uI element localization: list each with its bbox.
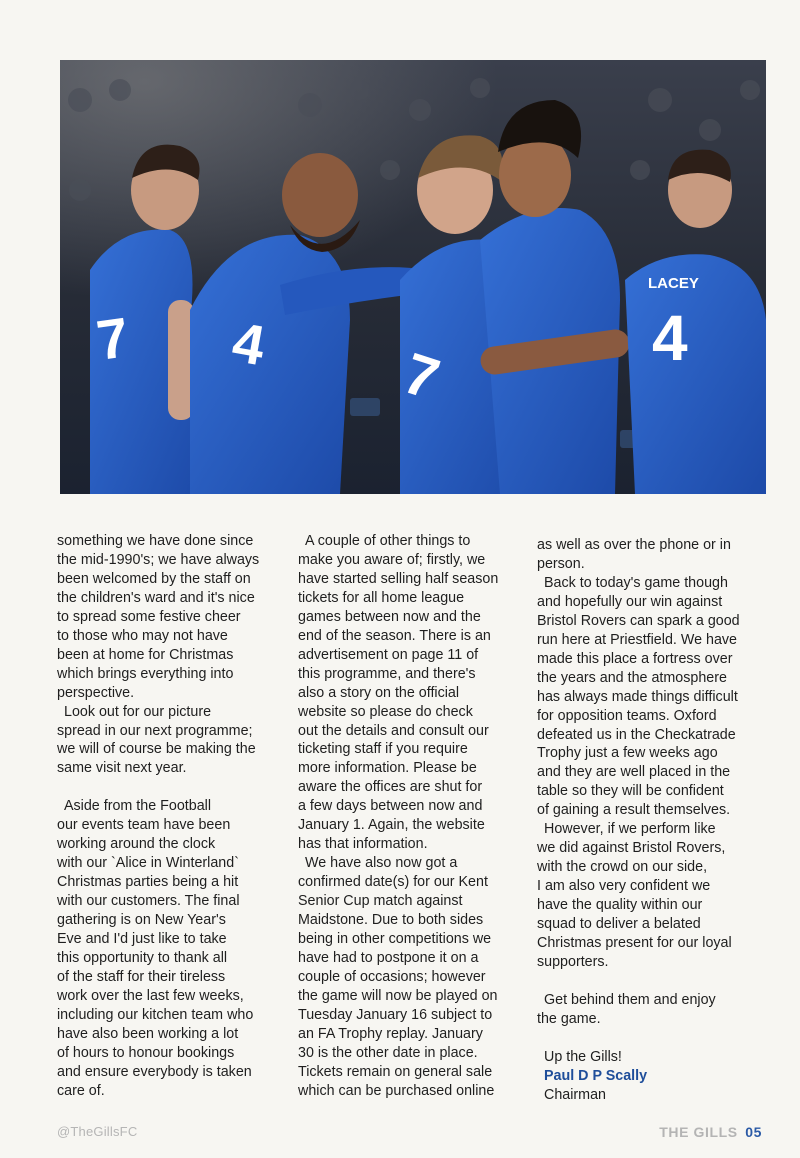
text-line: couple of occasions; however [298,968,486,985]
text-line: the years and the atmosphere [537,669,727,686]
article-column-1 [57,532,287,1101]
text-line: which brings everything into [57,665,234,682]
text-line: been welcomed by the staff on [57,570,251,587]
text-line: supporters. [537,953,609,970]
svg-text:7: 7 [92,305,133,372]
text-line: defeated us in the Checkatrade [537,726,736,743]
text-line: for opposition teams. Oxford [537,707,717,724]
text-line: Eve and I'd just like to take [57,931,227,948]
text-line: tickets for all home league [298,589,465,606]
text-line: with the crowd on our side, [537,859,708,876]
text-line: January 1. Again, the website [298,817,485,834]
svg-text:7: 7 [395,340,447,413]
text-line: Maidstone. Due to both sides [298,912,484,929]
celebration-photo [60,60,766,494]
text-line: working around the clock [57,836,216,853]
text-line: I am also very confident we [537,878,711,895]
text-line: table so they will be confident [537,783,724,800]
text-line: ticketing staff if you require [298,741,468,758]
sign-off: Up the Gills! [544,1048,622,1065]
text-line: aware the offices are shut for [298,779,483,796]
text-line: of hours to honour bookings [57,1044,235,1061]
text-line: spread in our next programme; [57,722,253,739]
twitter-handle: @TheGillsFC [57,1124,138,1139]
text-line: to spread some festive cheer [57,608,241,625]
text-line: has always made things difficult [537,688,738,705]
text-line: Trophy just a few weeks ago [537,745,718,762]
text-line: has that information. [298,836,428,853]
text-line: Senior Cup match against [298,893,463,910]
players-celebrating-image [60,60,766,494]
text-line: work over the last few weeks, [57,987,244,1004]
text-line: and ensure everybody is taken [57,1063,252,1080]
magazine-title: THE GILLS [659,1124,738,1140]
text-line: Back to today's game though [544,574,728,591]
svg-text:4: 4 [227,309,270,378]
text-line: this programme, and there's [298,665,476,682]
text-line: Aside from the Football [64,798,212,815]
text-line: same visit next year. [57,760,187,777]
text-line: we will of course be making the [57,741,256,758]
text-line: person. [537,555,585,572]
text-line: make you aware of; firstly, we [298,551,486,568]
text-line: and they are well placed in the [537,764,731,781]
text-line: Christmas parties being a hit [57,874,239,891]
text-line: Look out for our picture [64,703,212,720]
text-line: which can be purchased online [298,1082,495,1099]
text-line: and hopefully our win against [537,593,723,610]
text-line: also a story on the official [298,684,460,701]
text-line: with our customers. The final [57,893,240,910]
paragraph-gap [537,1029,767,1048]
text-line: this opportunity to thank all [57,950,228,967]
svg-text:4: 4 [652,302,688,374]
text-line: Tuesday January 16 subject to [298,1006,493,1023]
text-line: Christmas present for our loyal [537,935,732,952]
text-line: the game. [537,1010,601,1027]
text-line: games between now and the [298,608,481,625]
paragraph-gap [57,778,287,797]
text-line: more information. Please be [298,760,477,777]
text-line: an FA Trophy replay. January [298,1025,483,1042]
signature-name: Paul D P Scally [544,1067,648,1084]
text-line: We have also now got a [305,855,458,872]
text-line: with our `Alice in Winterland` [57,855,239,872]
page-footer [659,1124,762,1140]
text-line: to those who may not have [57,627,228,644]
text-line: have also been working a lot [57,1025,239,1042]
text-line: something we have done since [57,533,254,549]
text-line: care of. [57,1082,105,1099]
text-line: being in other competitions we [298,931,492,948]
text-line: have the quality within our [537,897,703,914]
signature-title: Chairman [544,1086,606,1103]
text-line: squad to deliver a belated [537,916,701,933]
text-line: including our kitchen team who [57,1006,254,1023]
article-column-3 [537,536,767,1105]
text-line: as well as over the phone or in [537,537,731,553]
text-line: Tickets remain on general sale [298,1063,493,1080]
text-line: However, if we perform like [544,821,716,838]
page-number: 05 [745,1124,762,1140]
text-line: end of the season. There is an [298,627,491,644]
text-line: run here at Priestfield. We have [537,631,737,648]
text-line: gathering is on New Year's [57,912,226,929]
text-line: the children's ward and it's nice [57,589,255,606]
text-line: of the staff for their tireless [57,968,226,985]
text-line: the game will now be played on [298,987,498,1004]
text-line: website so please do check [298,703,473,720]
text-line: the mid-1990's; we have always [57,551,260,568]
text-line: have had to postpone it on a [298,949,479,966]
text-line: A couple of other things to [305,533,471,549]
text-line: out the details and consult our [298,722,489,739]
text-line: a few days between now and [298,798,483,815]
text-line: advertisement on page 11 of [298,646,479,663]
text-line: of gaining a result themselves. [537,802,731,819]
text-line: confirmed date(s) for our Kent [298,874,488,891]
text-line: we did against Bristol Rovers, [537,840,726,857]
text-line: 30 is the other date in place. [298,1044,478,1061]
article-column-2 [298,532,528,1101]
paragraph-gap [537,972,767,991]
text-line: our events team have been [57,817,231,834]
text-line: been at home for Christmas [57,646,234,663]
text-line: Bristol Rovers can spark a good [537,612,740,629]
text-line: made this place a fortress over [537,650,733,667]
text-line: have started selling half season [298,570,499,587]
text-line: perspective. [57,684,135,701]
svg-text:LACEY: LACEY [648,275,699,292]
text-line: Get behind them and enjoy [544,991,716,1008]
